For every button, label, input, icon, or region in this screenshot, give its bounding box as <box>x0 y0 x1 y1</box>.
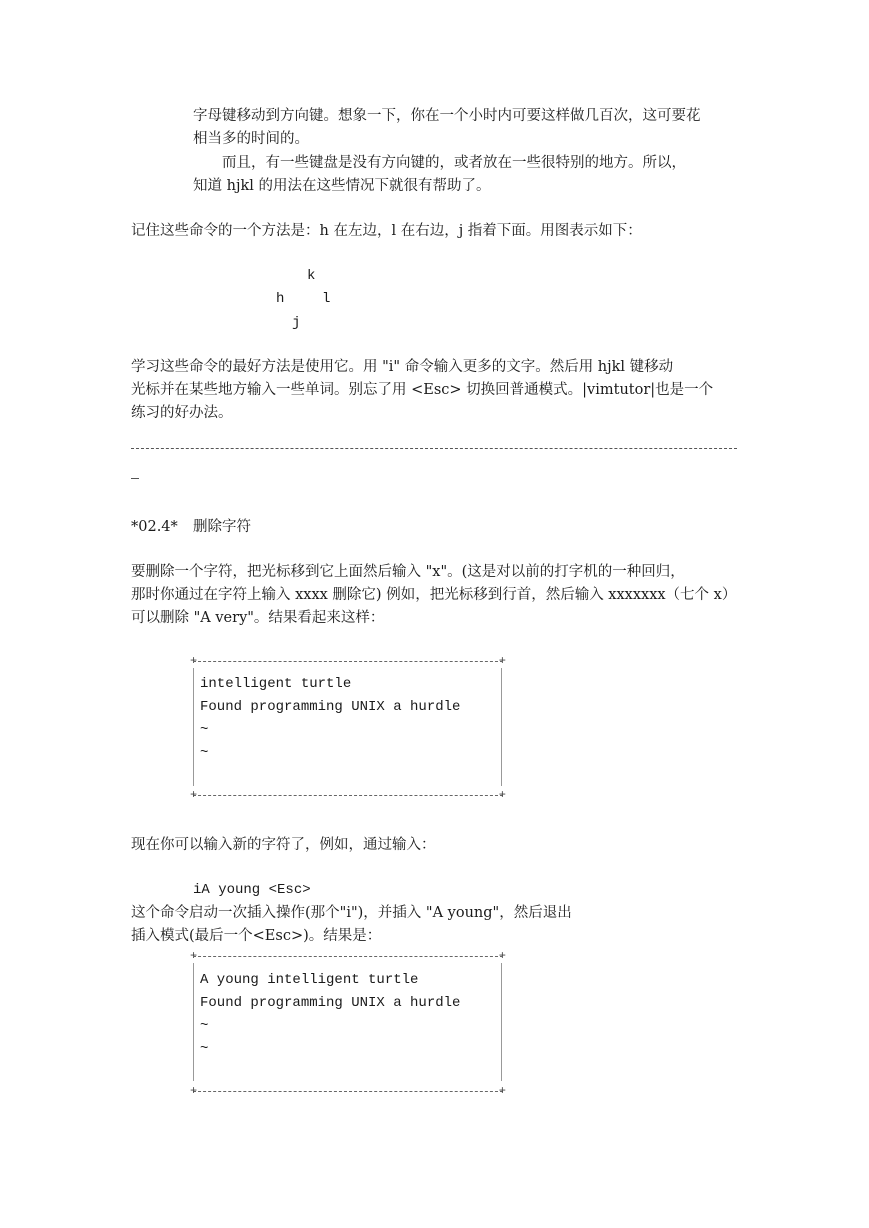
practice-line-2: 光标并在某些地方输入一些单词。别忘了用 <Esc> 切换回普通模式。|vimtutor|也是一个 <box>131 382 714 398</box>
screen-row: ~ <box>200 722 209 738</box>
box-right-edge <box>501 668 503 786</box>
intro-line-1: 字母键移动到方向键。想象一下，你在一个小时内可要这样做几百次，这可要花 <box>193 108 701 124</box>
box-bottom-edge <box>193 795 503 797</box>
screen-row: Found programming UNIX a hurdle <box>200 995 461 1011</box>
mnemonic-line: 记住这些命令的一个方法是：h 在左边，l 在右边，j 指着下面。用图表示如下： <box>131 223 642 239</box>
screen-row: Found programming UNIX a hurdle <box>200 699 461 715</box>
key-h: h <box>276 291 285 307</box>
corner-bottom-right: + <box>498 1084 506 1098</box>
insert-command: iA young <Esc> <box>193 882 311 898</box>
intro-line-3: 而且，有一些键盘是没有方向键的，或者放在一些很特别的地方。所以， <box>193 155 686 171</box>
insert-explanation-line-2: 插入模式(最后一个<Esc>)。结果是： <box>131 928 382 944</box>
corner-bottom-right: + <box>498 788 506 802</box>
box-top-edge <box>193 956 503 958</box>
intro-line-2: 相当多的时间的。 <box>193 131 309 147</box>
section-divider <box>131 448 737 450</box>
corner-bottom-left: + <box>190 1084 198 1098</box>
screen-row: ~ <box>200 1041 209 1057</box>
box-left-edge <box>193 963 195 1081</box>
delete-line-3: 可以删除 "A very"。结果看起来这样： <box>131 610 385 626</box>
section-divider-tail <box>131 478 139 479</box>
screen-row: ~ <box>200 1018 209 1034</box>
new-text-line: 现在你可以输入新的字符了，例如，通过输入： <box>131 837 436 853</box>
box-left-edge <box>193 668 195 786</box>
practice-line-3: 练习的好办法。 <box>131 405 233 421</box>
box-right-edge <box>501 963 503 1081</box>
corner-bottom-left: + <box>190 788 198 802</box>
box-top-edge <box>193 661 503 663</box>
screen-row: ~ <box>200 745 209 761</box>
screen-row: intelligent turtle <box>200 676 352 692</box>
delete-line-2: 那时你通过在字符上输入 xxxx 删除它) 例如，把光标移到行首，然后输入 xxxxxxx（七个 x） <box>131 587 737 603</box>
intro-line-4: 知道 hjkl 的用法在这些情况下就很有帮助了。 <box>193 178 491 194</box>
insert-explanation-line-1: 这个命令启动一次插入操作(那个"i")，并插入 "A young"，然后退出 <box>131 905 572 921</box>
corner-top-right: + <box>498 654 506 668</box>
screen-box-after <box>190 949 506 1098</box>
box-bottom-edge <box>193 1091 503 1093</box>
corner-top-left: + <box>190 949 198 963</box>
section-title: 删除字符 <box>193 519 251 535</box>
practice-line-1: 学习这些命令的最好方法是使用它。用 "i" 命令输入更多的文字。然后用 hjkl 键移动 <box>131 359 674 375</box>
corner-top-right: + <box>498 949 506 963</box>
delete-line-1: 要删除一个字符，把光标移到它上面然后输入 "x"。(这是对以前的打字机的一种回归， <box>131 564 685 580</box>
screen-row: A young intelligent turtle <box>200 972 419 988</box>
corner-top-left: + <box>190 654 198 668</box>
key-k: k <box>307 268 316 284</box>
screen-box-before <box>190 654 506 802</box>
key-l: l <box>322 291 331 307</box>
section-tag: *02.4* <box>131 519 178 535</box>
key-j: j <box>292 315 301 331</box>
